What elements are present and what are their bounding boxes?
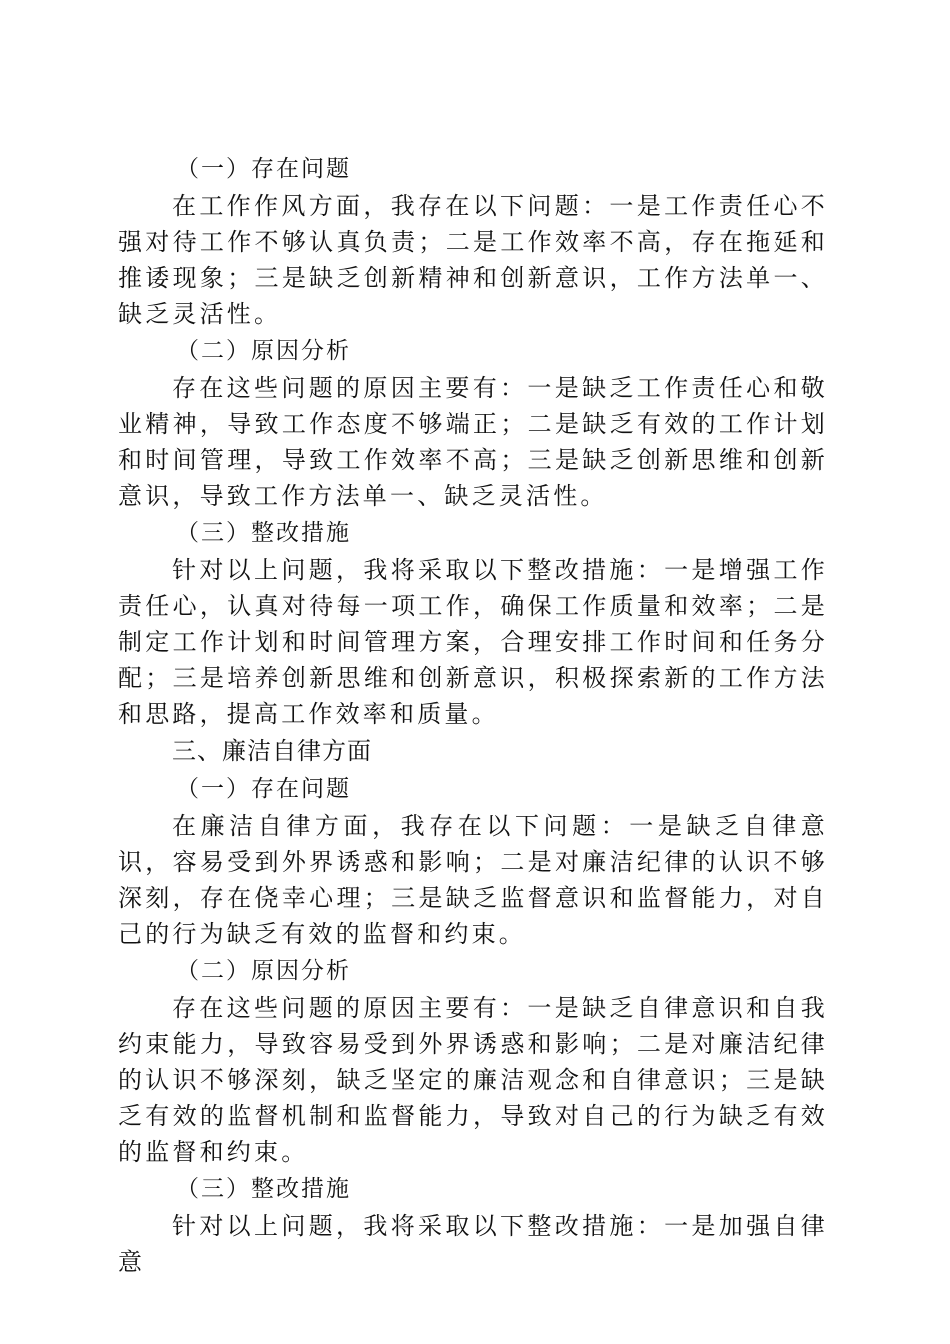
paragraph-integrity-measures: 针对以上问题，我将采取以下整改措施：一是加强自律意 (118, 1212, 828, 1276)
paragraph-work-style-problems: 在工作作风方面，我存在以下问题：一是工作责任心不强对待工作不够认真负责；二是工作效率不高，存在拖延和推诿现象；三是缺乏创新精神和创新意识，工作方法单一、缺乏灵活性。 (118, 192, 828, 328)
subheading-rectification: （三）整改措施 (176, 520, 351, 546)
subheading-rectification: （三）整改措施 (176, 1176, 351, 1202)
paragraph-integrity-causes: 存在这些问题的原因主要有：一是缺乏自律意识和自我约束能力，导致容易受到外界诱惑和影响；二是对廉洁纪律的认识不够深刻，缺乏坚定的廉洁观念和自律意识；三是缺乏有效的监督机制和监督能力，导致对自己的行为缺乏有效的监督和约束。 (118, 994, 828, 1166)
subheading-cause-analysis: （二）原因分析 (176, 338, 351, 364)
paragraph-integrity-problems: 在廉洁自律方面，我存在以下问题：一是缺乏自律意识，容易受到外界诱惑和影响；二是对廉洁纪律的认识不够深刻，存在侥幸心理；三是缺乏监督意识和监督能力，对自己的行为缺乏有效的监督和约束。 (118, 812, 828, 948)
paragraph-work-style-measures: 针对以上问题，我将采取以下整改措施：一是增强工作责任心，认真对待每一项工作，确保工作质量和效率；二是制定工作计划和时间管理方案，合理安排工作时间和任务分配；三是培养创新思维和创新意识，积极探索新的工作方法和思路，提高工作效率和质量。 (118, 556, 828, 728)
subheading-problems: （一）存在问题 (176, 156, 351, 182)
paragraph-work-style-causes: 存在这些问题的原因主要有：一是缺乏工作责任心和敬业精神，导致工作态度不够端正；二是缺乏有效的工作计划和时间管理，导致工作效率不高；三是缺乏创新思维和创新意识，导致工作方法单一、缺乏灵活性。 (118, 374, 828, 510)
document-body (118, 150, 828, 1280)
subheading-cause-analysis: （二）原因分析 (176, 958, 351, 984)
section-heading-integrity: 三、廉洁自律方面 (172, 737, 372, 765)
subheading-problems: （一）存在问题 (176, 776, 351, 802)
